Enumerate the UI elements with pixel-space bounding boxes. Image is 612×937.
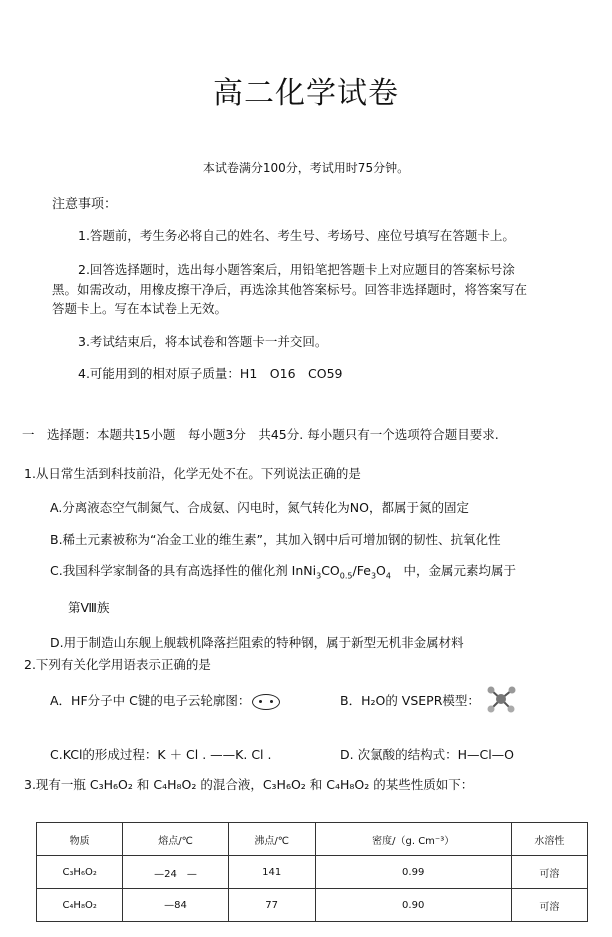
table-cell: 141 — [228, 856, 315, 889]
notice-header: 注意事项： — [52, 197, 118, 212]
notice-3: 3.考试结束后，将本试卷和答题卡一并交回。 — [78, 334, 328, 349]
q2-stem: 2.下列有关化学用语表示正确的是 — [24, 657, 211, 672]
q1-option-a: A.分离液态空气制氮气、合成氨、闪电时，氮气转化为NO，都属于氮的固定 — [50, 500, 469, 515]
table-cell: 77 — [228, 889, 315, 922]
table-cell: 0.90 — [315, 889, 511, 922]
q1-stem: 1.从日常生活到科技前沿，化学无处不在。下列说法正确的是 — [24, 466, 361, 481]
q2-option-b: B．H₂O的 VSEPR模型： — [340, 693, 480, 708]
notice-2-cont: 黑。如需改动，用橡皮擦干净后，再选涂其他答案标号。回答非选择题时，将答案写在 — [52, 282, 528, 297]
table-header: 水溶性 — [511, 823, 587, 856]
notice-4: 4.可能用到的相对原子质量：H1 O16 CO59 — [78, 366, 343, 381]
q3-stem: 3.现有一瓶 C₃H₆O₂ 和 C₄H₈O₂ 的混合液，C₃H₆O₂ 和 C₄H₈O₂ 的某些性质如下： — [24, 777, 474, 792]
table-header: 沸点/℃ — [228, 823, 315, 856]
section-heading: 一 选择题：本题共15小题 每小题3分 共45分. 每小题只有一个选项符合题目要求. — [22, 427, 499, 442]
table-row — [37, 889, 588, 922]
table-header: 物质 — [37, 823, 123, 856]
notice-2: 2.回答选择题时，选出每小题答案后，用铅笔把答题卡上对应题目的答案标号涂 — [78, 262, 515, 277]
notice-2-cont2: 答题卡上。写在本试卷上无效。 — [52, 301, 228, 316]
table-cell: C₄H₈O₂ — [37, 889, 123, 922]
q2-option-d: D. 次氯酸的结构式：H—Cl—O — [340, 747, 515, 762]
table-header: 密度/（g. Cm⁻³） — [315, 823, 511, 856]
orbital-icon — [252, 694, 280, 710]
exam-info: 本试卷满分100分，考试用时75分钟。 — [202, 161, 410, 175]
table-cell: —24 — — [123, 856, 229, 889]
properties-table — [36, 822, 588, 922]
table-cell: —84 — [123, 889, 229, 922]
table-cell: 可溶 — [511, 856, 587, 889]
table-header-row — [37, 823, 588, 856]
q1-option-c-tail: 中，金属元素均属于 — [403, 563, 516, 578]
q2-option-a — [50, 691, 282, 710]
q1-option-d: D.用于制造山东舰上舰载机降落拦阻索的特种钢，属于新型无机非金属材料 — [50, 635, 464, 650]
notice-1: 1.答题前，考生务必将自己的姓名、考生号、考场号、座位号填写在答题卡上。 — [78, 228, 515, 243]
table-cell: 可溶 — [511, 889, 587, 922]
q1-option-c: C.我国科学家制备的具有高选择性的催化剂 $InNi_3CO_{0.5}/Fe_3O_4$ 中，金属元素均属于 — [50, 563, 516, 581]
q1-option-c-cont: 第Ⅷ族 — [68, 600, 110, 615]
page-title: 高二化学试卷 — [213, 76, 399, 111]
q1-option-b: B.稀土元素被称为“冶金工业的维生素”，其加入钢中后可增加钢的韧性、抗氧化性 — [50, 532, 501, 547]
table-cell: 0.99 — [315, 856, 511, 889]
q2-option-c: C.KCl的形成过程：K ＋ Cl . ——K. Cl . — [50, 747, 272, 762]
table-cell: C₃H₆O₂ — [37, 856, 123, 889]
q2-option-a-text: A．HF分子中 C键的电子云轮廓图： — [50, 693, 251, 708]
q1-option-c-text: C.我国科学家制备的具有高选择性的催化剂 InNi — [50, 563, 317, 578]
vsepr-model-icon — [484, 684, 518, 714]
table-header: 熔点/℃ — [123, 823, 229, 856]
table-row — [37, 856, 588, 889]
